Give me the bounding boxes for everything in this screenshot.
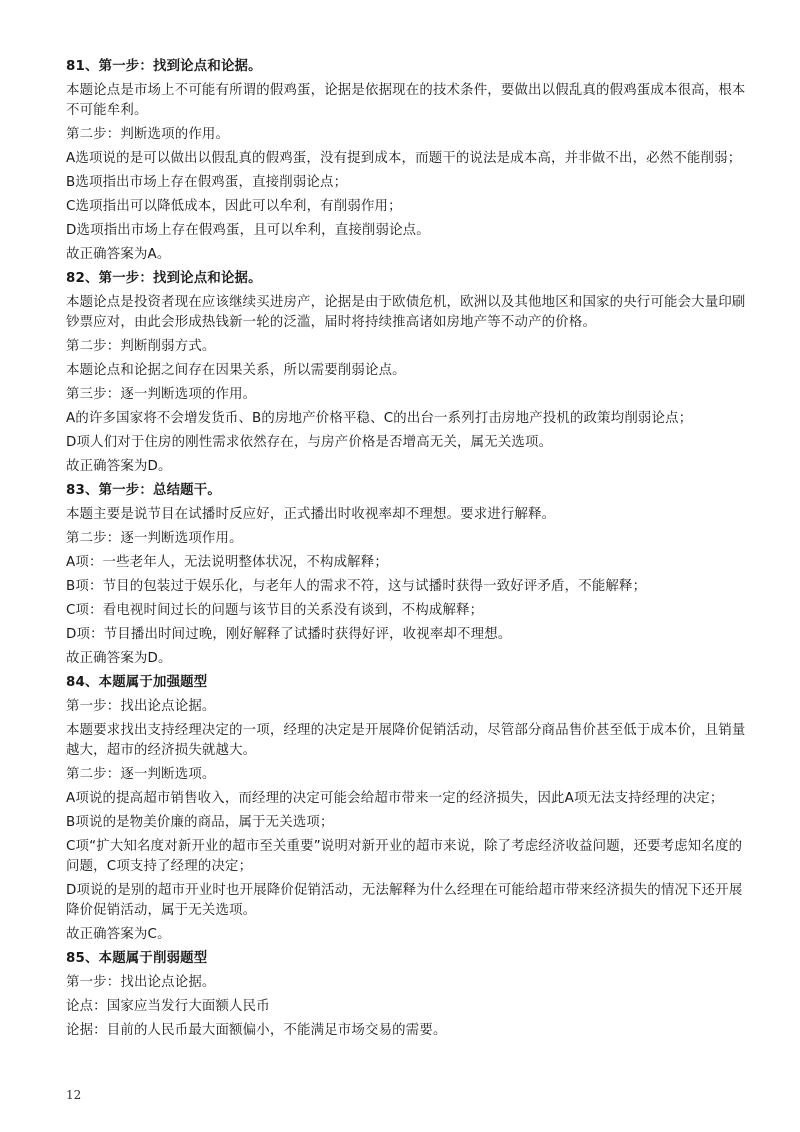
answer-84-step2: 第二步：逐一判断选项。 (66, 767, 216, 782)
answer-84-step1: 第一步：找出论点论据。 (66, 699, 216, 714)
answer-84-option-c: C项“扩大知名度对新开业的超市至关重要”说明对新开业的超市来说，除了考虑经济收益问题，还要考虑知名度的问题，C项支持了经理的决定； (66, 839, 743, 874)
answer-84-option-d: D项说的是别的超市开业时也开展降价促销活动，无法解释为什么经理在可能给超市带来经济损失的情况下还开展降价促销活动，属于无关选项。 (66, 883, 743, 918)
answer-82-option-d: D项人们对于住房的刚性需求依然存在，与房产价格是否增高无关，属无关选项。 (66, 435, 553, 450)
answer-82-thesis: 本题论点是投资者现在应该继续买进房产，论据是由于欧债危机，欧洲以及其他地区和国家的央行可能会大量印刷钞票应对，由此会形成热钱新一轮的泛滥，届时将持续推高诸如房地产等不动产的价格。 (66, 295, 746, 330)
answer-81-option-c: C选项指出可以降低成本，因此可以牟利，有削弱作用； (66, 199, 402, 214)
page-number: 12 (66, 1088, 82, 1102)
answer-85-evidence: 论据：目前的人民币最大面额偏小，不能满足市场交易的需要。 (66, 1023, 447, 1038)
answer-83-summary: 本题主要是说节目在试播时反应好，正式播出时收视率却不理想。要求进行解释。 (66, 507, 556, 522)
answer-84-option-a: A项说的提高超市销售收入，而经理的决定可能会给超市带来一定的经济损失，因此A项无法支持经理的决定； (66, 791, 724, 806)
answer-83-option-c: C项：看电视时间过长的问题与该节目的关系没有谈到，不构成解释； (66, 603, 484, 618)
answer-82-conclusion: 故正确答案为D。 (66, 459, 172, 474)
answer-81-step2: 第二步：判断选项的作用。 (66, 127, 230, 142)
answer-84-thesis: 本题要求找出支持经理决定的一项，经理的决定是开展降价促销活动，尽管部分商品售价甚至低于成本价，且销量越大，超市的经济损失就越大。 (66, 723, 746, 758)
answer-85-step1: 第一步：找出论点论据。 (66, 975, 216, 990)
answer-84-conclusion: 故正确答案为C。 (66, 927, 171, 942)
answer-explanations (66, 57, 746, 1045)
answer-82-options-abc: A的许多国家将不会增发货币、B的房地产价格平稳、C的出台一系列打击房地产投机的政策均削弱论点； (66, 411, 693, 426)
answer-84-heading: 84、本题属于加强题型 (66, 675, 208, 690)
answer-82-heading: 82、第一步：找到论点和论据。 (66, 271, 262, 286)
answer-82-step3: 第三步：逐一判断选项的作用。 (66, 387, 257, 402)
answer-81-option-b: B选项指出市场上存在假鸡蛋，直接削弱论点； (66, 175, 348, 190)
answer-82-step2: 第二步：判断削弱方式。 (66, 339, 216, 354)
answer-83-option-b: B项：节目的包装过于娱乐化，与老年人的需求不符，这与试播时获得一致好评矛盾，不能解释； (66, 579, 647, 594)
answer-83-option-a: A项：一些老年人，无法说明整体状况，不构成解释； (66, 555, 388, 570)
answer-83-heading: 83、第一步：总结题干。 (66, 483, 221, 498)
answer-82-relation: 本题论点和论据之间存在因果关系，所以需要削弱论点。 (66, 363, 406, 378)
answer-81-option-a: A选项说的是可以做出以假乱真的假鸡蛋，没有提到成本，而题干的说法是成本高，并非做不出，必然不能削弱； (66, 151, 742, 166)
answer-81-conclusion: 故正确答案为A。 (66, 247, 171, 262)
answer-81-option-d: D选项指出市场上存在假鸡蛋，且可以牟利，直接削弱论点。 (66, 223, 430, 238)
answer-83-option-d: D项：节目播出时间过晚，刚好解释了试播时获得好评，收视率却不理想。 (66, 627, 512, 642)
answer-81-thesis: 本题论点是市场上不可能有所谓的假鸡蛋，论据是依据现在的技术条件，要做出以假乱真的假鸡蛋成本很高，根本不可能牟利。 (66, 83, 746, 118)
answer-85-thesis: 论点：国家应当发行大面额人民币 (66, 999, 270, 1014)
answer-81-heading: 81、第一步：找到论点和论据。 (66, 59, 262, 74)
answer-85-heading: 85、本题属于削弱题型 (66, 951, 208, 966)
answer-84-option-b: B项说的是物美价廉的商品，属于无关选项； (66, 815, 334, 830)
answer-83-conclusion: 故正确答案为D。 (66, 651, 172, 666)
answer-83-step2: 第二步：逐一判断选项作用。 (66, 531, 243, 546)
